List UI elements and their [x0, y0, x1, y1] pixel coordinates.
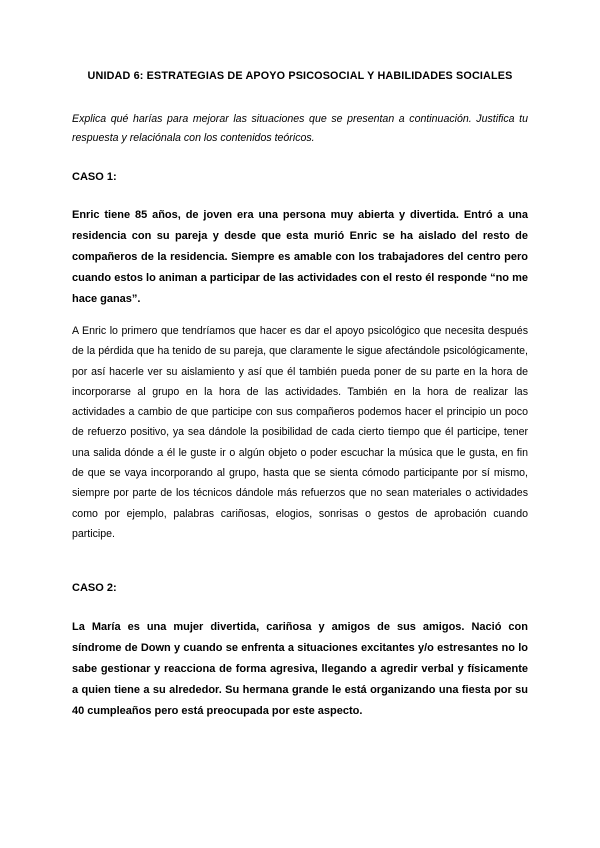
instructions-text: Explica qué harías para mejorar las situaciones que se presentan a continuación. Justifica tu respuesta y relaciónala con los contenidos teóricos. — [72, 113, 528, 144]
case-1-statement: Enric tiene 85 años, de joven era una persona muy abierta y divertida. Entró a una residencia con su pareja y desde que esta murió Enric se ha aislado del resto de compañeros de la residencia. Siempre es amable con los trabajadores del centro pero cuando estos lo animan a participar de las actividades con el resto él responde “no me hace ganas”. — [72, 209, 528, 305]
document-title: UNIDAD 6: ESTRATEGIAS DE APOYO PSICOSOCIAL Y HABILIDADES SOCIALES — [87, 70, 513, 82]
case-1-answer: A Enric lo primero que tendríamos que hacer es dar el apoyo psicológico que necesita después de la pérdida que ha tenido de su pareja, que claramente le sigue afectándole psicológicamente, por así hacerle ver su aislamiento y así que él también pueda poner de su parte en la hora de incorporarse al grupo en la hora de las actividades. También en la hora de realizar las actividades a cambio de que participe con sus compañeros podemos hacer el principio un poco de refuerzo positivo, ya sea dándole la posibilidad de cada cierto tiempo que él participe, tener una salida dónde a él le guste ir o algún objeto o poder escuchar la música que le gusta, en fin de que se vaya incorporando al grupo, hasta que se sienta cómodo participante por sí mismo, siempre por parte de los técnicos dándole más refuerzos que no sean materiales o actividades como por ejemplo, palabras cariñosas, elogios, sonrisas o gestos de aprobación cuando participe. — [72, 325, 528, 540]
case-1-heading: CASO 1: — [72, 171, 117, 183]
case-2-heading: CASO 2: — [72, 582, 117, 594]
case-2-statement: La María es una mujer divertida, cariñosa y amigos de sus amigos. Nació con síndrome de Down y cuando se enfrenta a situaciones excitantes y/o estresantes no lo sabe gestionar y reacciona de forma agresiva, llegando a agredir verbal y físicamente a quien tiene a su alrededor. Su hermana grande le está organizando una fiesta por su 40 cumpleaños pero está preocupada por este aspecto. — [72, 621, 528, 717]
